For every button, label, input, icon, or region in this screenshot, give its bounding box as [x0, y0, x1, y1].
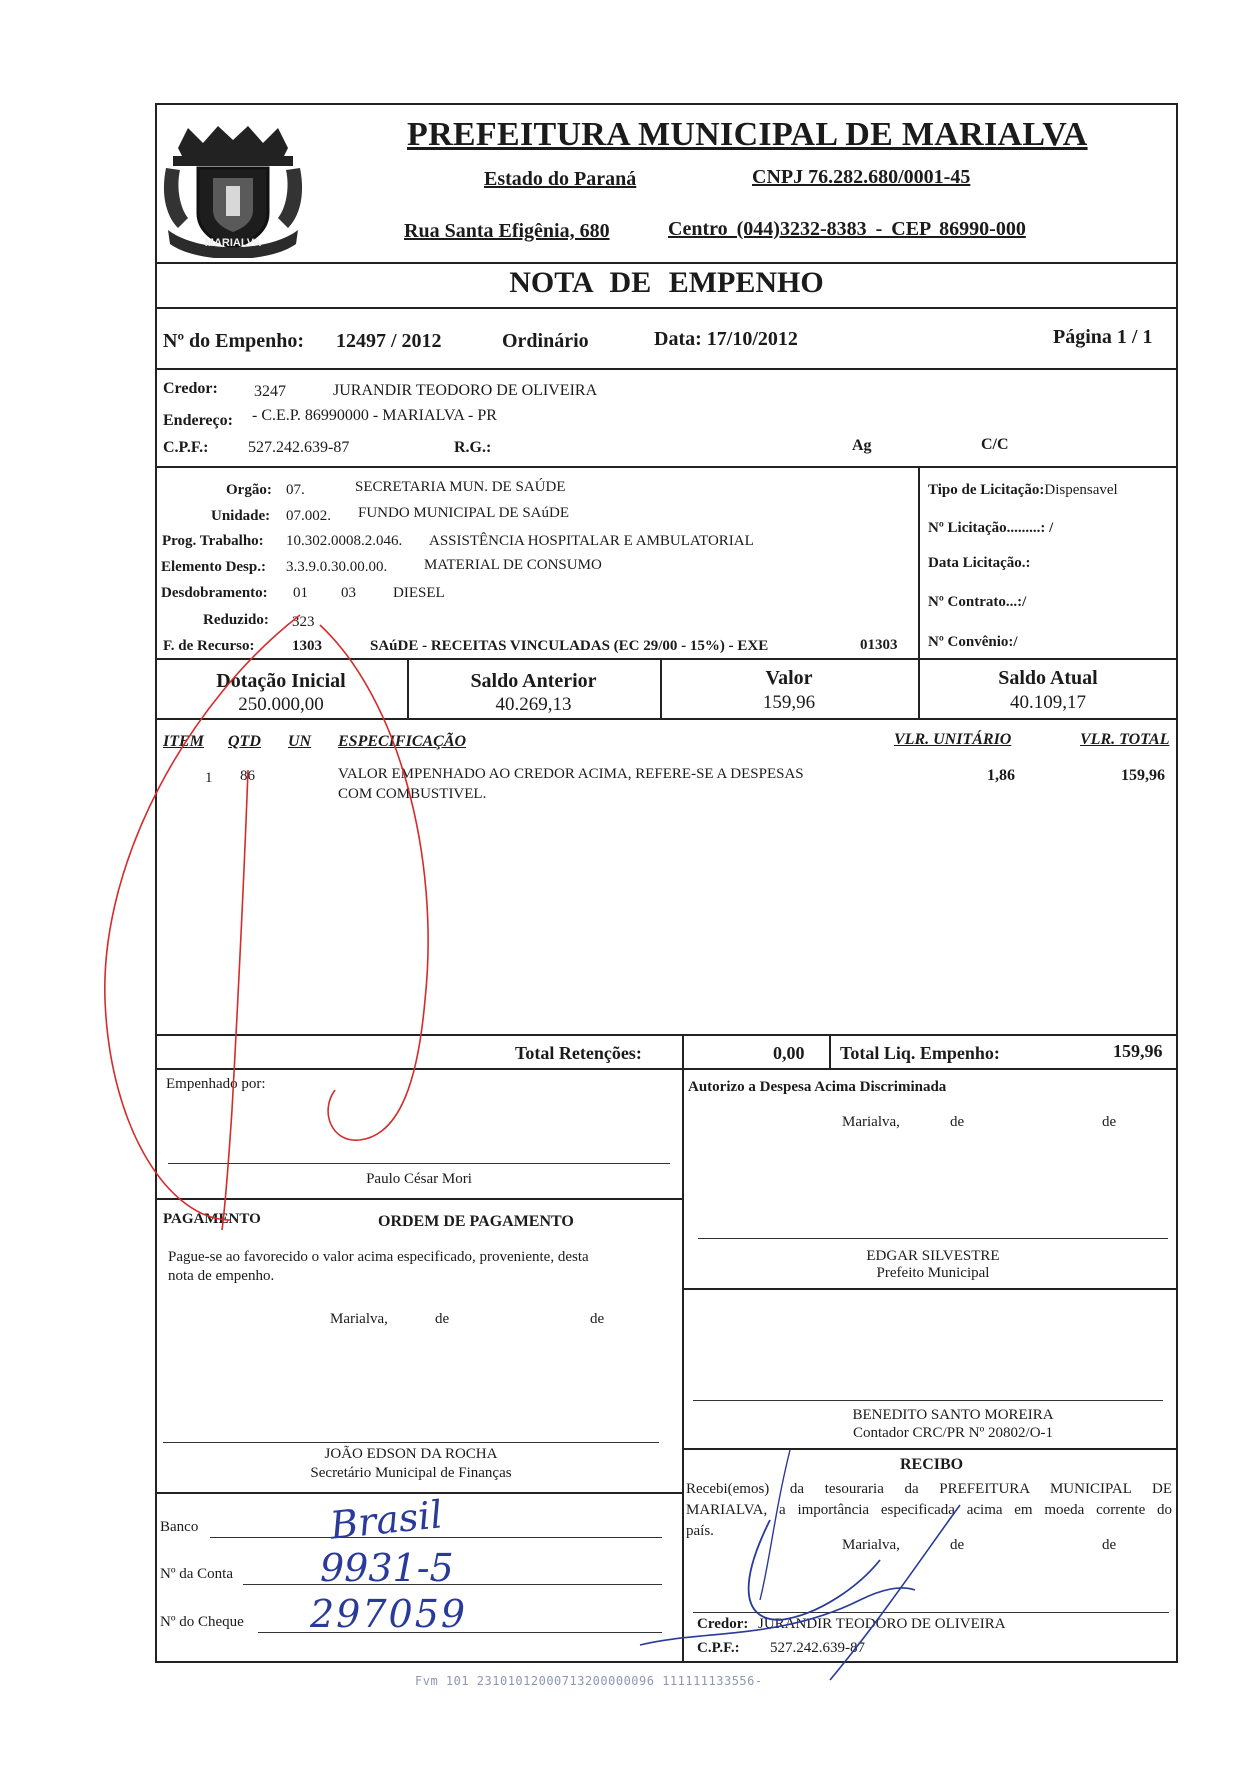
elemento-name: MATERIAL DE CONSUMO	[424, 557, 602, 573]
recibo-text-line3: país.	[686, 1523, 714, 1539]
pagamento-de-2: de	[590, 1311, 605, 1327]
signature-line	[168, 1163, 670, 1164]
elemento-code: 3.3.9.0.30.00.00.	[286, 559, 388, 575]
divider	[155, 368, 1178, 370]
orgao-label: Orgão:	[226, 482, 272, 498]
prog-label: Prog. Trabalho:	[162, 533, 264, 549]
valor-value: 159,96	[762, 692, 816, 713]
empenho-number: 12497 / 2012	[336, 330, 442, 352]
divider	[155, 718, 1178, 720]
credor-name: JURANDIR TEODORO DE OLIVEIRA	[333, 382, 598, 399]
col-spec: ESPECIFICAÇÃO	[338, 733, 467, 750]
address: Rua Santa Efigênia, 680	[404, 220, 610, 242]
prog-name: ASSISTÊNCIA HOSPITALAR E AMBULATORIAL	[429, 533, 754, 549]
secretario-name: JOÃO EDSON DA ROCHA	[324, 1446, 498, 1462]
prefeito-name: EDGAR SILVESTRE	[866, 1248, 1000, 1264]
page-number: Página 1 / 1	[1053, 326, 1153, 348]
empenhado-by-name: Paulo César Mori	[366, 1171, 472, 1187]
credor-label: Credor:	[163, 380, 218, 397]
recibo-cpf-label: C.P.F.:	[697, 1640, 740, 1656]
convenio-number: Nº Convênio:/	[928, 634, 1018, 650]
col-unit-value: VLR. UNITÁRIO	[894, 731, 1012, 748]
footer-code: Fvm 101 23101012000713200000096 111111133556-	[415, 1674, 763, 1688]
recurso-code: 1303	[292, 638, 322, 654]
prog-code: 10.302.0008.2.046.	[286, 533, 403, 549]
item-total-value: 159,96	[1121, 767, 1165, 784]
col-un: UN	[288, 733, 312, 750]
col-total-value: VLR. TOTAL	[1080, 731, 1170, 748]
divider	[155, 1034, 1178, 1036]
svg-text:MARIALVA: MARIALVA	[204, 237, 262, 249]
tipo-licitacao-label	[928, 482, 1118, 499]
cnpj: CNPJ 76.282.680/0001-45	[752, 166, 971, 188]
banco-label: Banco	[160, 1519, 199, 1535]
tipo-licitacao-value: Dispensavel	[1044, 482, 1118, 498]
rg-label: R.G.:	[454, 439, 492, 456]
recibo-credor-name: JURANDIR TEODORO DE OLIVEIRA	[758, 1616, 1006, 1632]
divider	[682, 1034, 684, 1663]
item-spec-line1: VALOR EMPENHADO AO CREDOR ACIMA, REFERE-SE A DESPESAS	[338, 766, 804, 782]
municipality-title: PREFEITURA MUNICIPAL DE MARIALVA	[407, 116, 1088, 153]
state-name: Estado do Paraná	[484, 168, 637, 190]
liquid-total-label: Total Liq. Empenho:	[840, 1043, 1000, 1063]
empenhado-por-label: Empenhado por:	[166, 1076, 266, 1092]
recurso-number: 01303	[860, 637, 898, 653]
signature-line	[693, 1400, 1163, 1401]
recurso-label: F. de Recurso:	[163, 638, 255, 654]
empenho-number-label: Nº do Empenho:	[163, 330, 305, 352]
contact-info: Centro (044)3232-8383 - CEP 86990-000	[668, 218, 1026, 240]
prefeito-role: Prefeito Municipal	[876, 1265, 990, 1281]
saldo-atual-value: 40.109,17	[1010, 692, 1086, 713]
item-number: 1	[205, 770, 213, 786]
recibo-credor-label: Credor:	[697, 1616, 749, 1632]
ordem-pagamento-title: ORDEM DE PAGAMENTO	[378, 1213, 574, 1230]
autorizo-city: Marialva,	[842, 1114, 900, 1130]
pagamento-text-line2: nota de empenho.	[168, 1268, 275, 1284]
retencoes-value: 0,00	[773, 1043, 805, 1063]
account-label: C/C	[981, 436, 1009, 453]
licitacao-number: Nº Licitação.........: /	[928, 520, 1054, 536]
divider	[155, 466, 1178, 468]
unidade-name: FUNDO MUNICIPAL DE SAúDE	[358, 505, 569, 521]
reduzido-value: 323	[292, 614, 315, 630]
orgao-name: SECRETARIA MUN. DE SAÚDE	[355, 479, 566, 495]
pagamento-label: PAGAMENTO	[163, 1211, 261, 1227]
signature-line	[163, 1442, 659, 1443]
signature-line	[693, 1612, 1169, 1613]
recibo-de-1: de	[950, 1537, 965, 1553]
document-title: NOTA DE EMPENHO	[509, 266, 824, 299]
pagamento-city: Marialva,	[330, 1311, 388, 1327]
credor-code: 3247	[254, 383, 286, 400]
divider	[829, 1034, 831, 1068]
saldo-atual-label: Saldo Atual	[998, 667, 1098, 689]
contador-role: Contador CRC/PR Nº 20802/O-1	[852, 1425, 1054, 1441]
pagamento-de-1: de	[435, 1311, 450, 1327]
credor-cpf: 527.242.639-87	[248, 439, 350, 456]
conta-handwritten: 9931-5	[320, 1546, 454, 1590]
col-qtd: QTD	[228, 733, 261, 750]
signature-line	[698, 1238, 1168, 1239]
divider	[155, 307, 1178, 309]
item-qtd: 86	[240, 768, 255, 784]
elemento-label: Elemento Desp.:	[161, 559, 266, 575]
banco-handwritten: Brasil	[328, 1492, 445, 1548]
agency-label: Ag	[852, 437, 872, 454]
unidade-label: Unidade:	[211, 508, 271, 524]
secretario-role: Secretário Municipal de Finanças	[310, 1465, 512, 1481]
saldo-anterior-value: 40.269,13	[495, 694, 572, 715]
divider	[682, 1288, 1178, 1290]
tipo-licitacao-text: Tipo de Licitação:	[928, 482, 1045, 498]
desdobramento-a: 01	[293, 585, 308, 601]
banco-field[interactable]	[210, 1537, 662, 1538]
recibo-de-2: de	[1102, 1537, 1117, 1553]
empenho-date: Data: 17/10/2012	[654, 328, 798, 350]
dotacao-value: 250.000,00	[238, 694, 324, 715]
item-unit-value: 1,86	[987, 767, 1015, 784]
recibo-text-line2: MARIALVA, a importância especificada acima em moeda corrente do	[686, 1502, 1172, 1518]
contrato-number: Nº Contrato...:/	[928, 594, 1027, 610]
address-label: Endereço:	[163, 412, 233, 429]
divider	[682, 1448, 1178, 1450]
divider	[155, 262, 1178, 264]
contador-name: BENEDITO SANTO MOREIRA	[852, 1407, 1054, 1423]
autorizo-de-1: de	[950, 1114, 965, 1130]
divider	[155, 658, 1178, 660]
recibo-text-line1: Recebi(emos) da tesouraria da PREFEITURA MUNICIPAL DE	[686, 1481, 1172, 1497]
valor-label: Valor	[765, 667, 813, 689]
reduzido-label: Reduzido:	[203, 612, 269, 628]
cpf-label: C.P.F.:	[163, 439, 209, 456]
divider	[155, 1198, 682, 1200]
recurso-name: SAúDE - RECEITAS VINCULADAS (EC 29/00 - 15%) - EXE	[370, 638, 769, 654]
desdobramento-b: 03	[341, 585, 356, 601]
empenho-type: Ordinário	[502, 330, 589, 352]
unidade-code: 07.002.	[286, 508, 331, 524]
saldo-anterior-label: Saldo Anterior	[470, 670, 597, 692]
conta-label: Nº da Conta	[160, 1566, 233, 1582]
divider	[155, 1068, 1178, 1070]
liquid-total-value: 159,96	[1113, 1041, 1163, 1061]
pagamento-text-line1: Pague-se ao favorecido o valor acima especificado, proveniente, desta	[168, 1249, 589, 1265]
cheque-handwritten: 297059	[310, 1592, 468, 1636]
recibo-city: Marialva,	[842, 1537, 900, 1553]
credor-address: - C.E.P. 86990000 - MARIALVA - PR	[252, 407, 497, 424]
recibo-cpf: 527.242.639-87	[770, 1640, 865, 1656]
recibo-title: RECIBO	[900, 1456, 964, 1473]
desdobramento-label: Desdobramento:	[161, 585, 268, 601]
cheque-label: Nº do Cheque	[160, 1614, 244, 1630]
municipal-crest-seal	[158, 118, 308, 258]
licitacao-date: Data Licitação.:	[928, 555, 1031, 571]
col-item: ITEM	[163, 733, 204, 750]
item-spec-line2: COM COMBUSTIVEL.	[338, 786, 487, 802]
orgao-code: 07.	[286, 482, 305, 498]
retencoes-label: Total Retenções:	[515, 1043, 642, 1063]
autorizo-text: Autorizo a Despesa Acima Discriminada	[688, 1079, 947, 1095]
autorizo-de-2: de	[1102, 1114, 1117, 1130]
desdobramento-name: DIESEL	[393, 585, 445, 601]
dotacao-label: Dotação Inicial	[216, 670, 346, 692]
